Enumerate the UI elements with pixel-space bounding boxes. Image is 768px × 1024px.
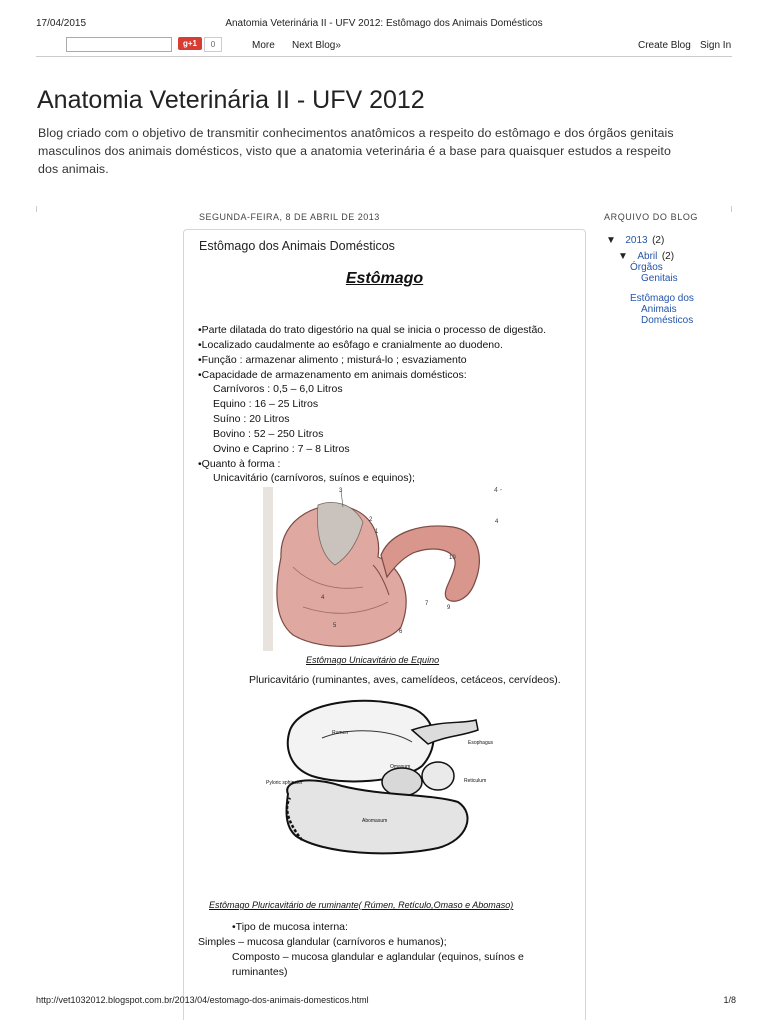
- blogger-navbar: [36, 34, 732, 57]
- collapse-triangle-icon[interactable]: ▼: [618, 251, 628, 262]
- figure1-label-4: 4 -: [494, 487, 503, 494]
- archive-post-link-line[interactable]: Domésticos: [641, 315, 694, 326]
- figure2-caption: Estômago Pluricavitário de ruminante( Rúmen, Retículo,Omaso e Abomaso): [209, 900, 514, 910]
- archive-post-link-line[interactable]: Órgãos: [630, 262, 663, 273]
- figure2-label: Omasum: [390, 764, 411, 770]
- blog-title[interactable]: Anatomia Veterinária II - UFV 2012: [37, 86, 425, 114]
- post-line: •Capacidade de armazenamento em animais domésticos:: [198, 369, 467, 381]
- pluricavitario-line: Pluricavitário (ruminantes, aves, camelídeos, cetáceos, cervídeos).: [249, 674, 561, 686]
- post-line: Ovino e Caprino : 7 – 8 Litros: [213, 443, 350, 455]
- blog-archive-heading: ARQUIVO DO BLOG: [604, 212, 699, 222]
- post-line: Bovino : 52 – 250 Litros: [213, 428, 324, 440]
- blog-description-line: Blog criado com o objetivo de transmitir conhecimentos anatômicos a respeito do estômago e dos órgãos genitais: [38, 126, 674, 140]
- post-line: •Parte dilatada do trato digestório na qual se inicia o processo de digestão.: [198, 324, 547, 336]
- svg-text:5: 5: [333, 623, 337, 629]
- post-line: Unicavitário (carnívoros, suínos e equinos);: [213, 472, 415, 484]
- archive-year-count: (2): [652, 235, 665, 246]
- ruminant-stomach-image[interactable]: [262, 690, 512, 858]
- post-line: •Quanto à forma :: [198, 458, 281, 470]
- divider-tick: [731, 206, 732, 212]
- svg-text:1: 1: [375, 529, 379, 535]
- create-blog-link[interactable]: Create Blog: [638, 40, 691, 51]
- figure1-caption: Estômago Unicavitário de Equino: [306, 655, 440, 665]
- mucosa-line: Composto – mucosa glandular e aglandular (equinos, suínos e: [232, 951, 524, 963]
- svg-text:7: 7: [425, 601, 429, 607]
- blog-description: [38, 124, 728, 178]
- next-blog-link[interactable]: Next Blog»: [292, 40, 341, 51]
- divider-tick: [36, 206, 37, 212]
- post-line: Carnívoros : 0,5 – 6,0 Litros: [213, 383, 343, 395]
- archive-year-link[interactable]: 2013: [625, 235, 648, 246]
- post-date-header: SEGUNDA-FEIRA, 8 DE ABRIL DE 2013: [199, 212, 380, 222]
- post-line: Suíno : 20 Litros: [213, 413, 290, 425]
- equine-stomach-image[interactable]: [263, 487, 499, 651]
- svg-text:3: 3: [339, 488, 343, 494]
- gplus-button[interactable]: g+1: [178, 37, 202, 50]
- print-footer: [36, 995, 736, 1005]
- blog-description-line: dos animais.: [38, 162, 109, 176]
- post-line: •Localizado caudalmente ao esôfago e cranialmente ao duodeno.: [198, 339, 503, 351]
- sign-in-link[interactable]: Sign In: [700, 40, 732, 51]
- print-date: 17/04/2015: [36, 18, 87, 29]
- archive-post-link[interactable]: [630, 262, 678, 284]
- svg-text:9: 9: [447, 605, 451, 611]
- svg-text:4: 4: [321, 595, 325, 601]
- gplus-count: 0: [204, 37, 222, 52]
- svg-text:10: 10: [449, 555, 456, 561]
- archive-post-link[interactable]: [630, 293, 694, 326]
- post-title[interactable]: Estômago dos Animais Domésticos: [199, 239, 395, 253]
- blog-description-line: masculinos dos animais domésticos, visto que a anatomia veterinária é a base para quaisquer estudos a respeito: [38, 144, 671, 158]
- svg-text:2: 2: [369, 517, 373, 523]
- figure2-label: Reticulum: [464, 778, 487, 784]
- print-page-title: Anatomia Veterinária II - UFV 2012: Estômago dos Animais Domésticos: [225, 18, 543, 29]
- post-line: Equino : 16 – 25 Litros: [213, 398, 319, 410]
- figure2-label: Abomasum: [362, 818, 388, 824]
- navbar-search-input[interactable]: [66, 37, 172, 52]
- mucosa-line: Simples – mucosa glandular (carnívoros e humanos);: [198, 936, 447, 948]
- mucosa-line: •Tipo de mucosa interna:: [232, 921, 348, 933]
- figure2-label: Esophagus: [468, 740, 494, 746]
- svg-text:6: 6: [399, 629, 403, 635]
- archive-post-link-line[interactable]: Genitais: [641, 273, 678, 284]
- post-line: •Função : armazenar alimento ; misturá-lo ; esvaziamento: [198, 354, 467, 366]
- post-heading: Estômago: [345, 270, 424, 287]
- mucosa-line: ruminantes): [232, 966, 288, 978]
- more-link[interactable]: More: [252, 40, 275, 51]
- page-url: http://vet1032012.blogspot.com.br/2013/04/estomago-dos-animais-domesticos.html: [36, 995, 369, 1005]
- svg-text:4: 4: [495, 519, 499, 525]
- archive-month-link[interactable]: Abril: [637, 251, 658, 262]
- archive-post-link-line[interactable]: Estômago dos: [630, 293, 694, 304]
- page-number: 1/8: [723, 995, 736, 1005]
- archive-post-link-line[interactable]: Animais: [641, 304, 677, 315]
- archive-month-count: (2): [661, 251, 675, 262]
- figure2-label: Pyloric sphincter: [266, 780, 303, 786]
- collapse-triangle-icon[interactable]: ▼: [606, 235, 616, 246]
- figure2-label: Rumen: [332, 730, 349, 736]
